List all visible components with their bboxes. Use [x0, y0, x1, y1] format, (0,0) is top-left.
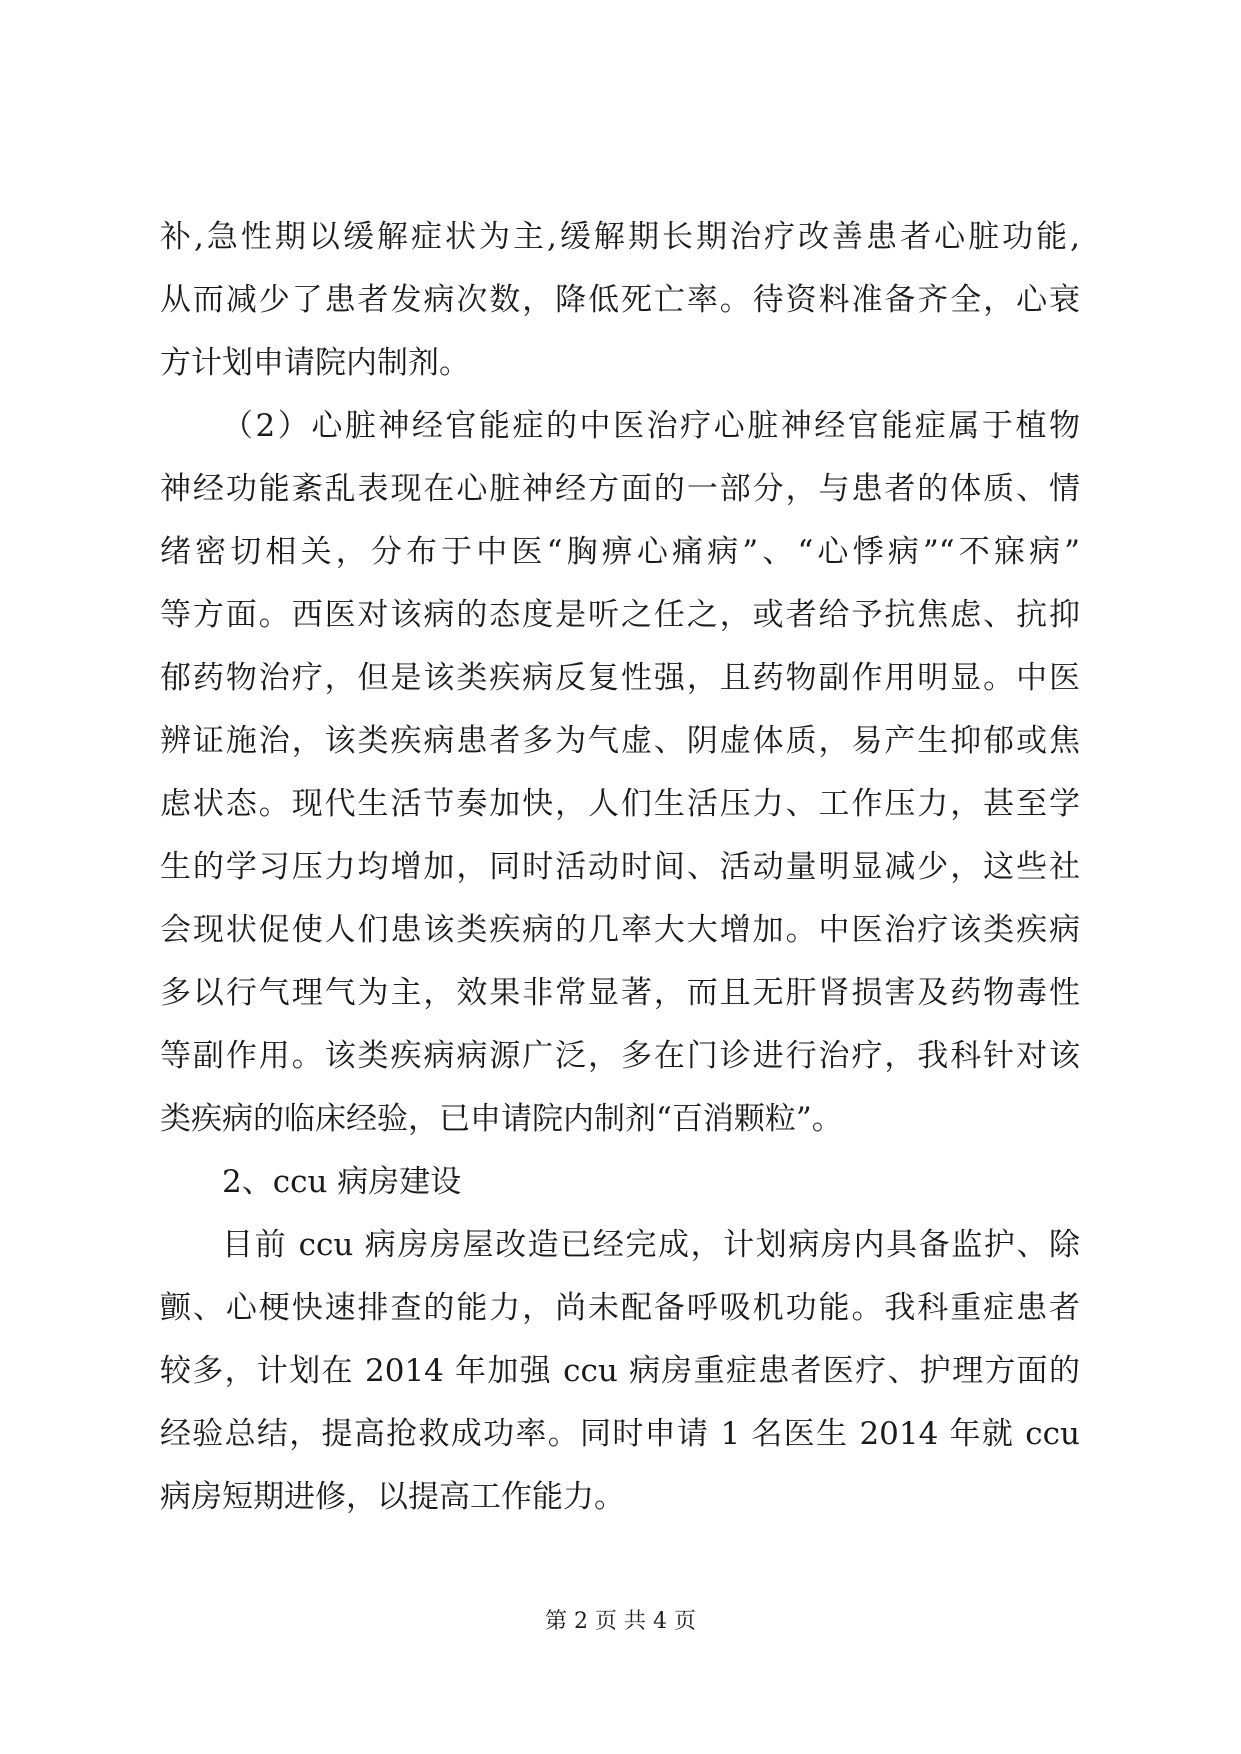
- text-line: 绪密切相关，分布于中医“胸痹心痛病”、“心悸病”“不寐病”: [160, 534, 1080, 570]
- text-line: 补,急性期以缓解症状为主,缓解期长期治疗改善患者心脏功能,: [160, 219, 1080, 255]
- text-line: 经验总结，提高抢救成功率。同时申请 1 名医生 2014 年就 ccu: [160, 1416, 1080, 1452]
- text-line: 病房短期进修，以提高工作能力。: [160, 1479, 625, 1515]
- text-line: 郁药物治疗，但是该类疾病反复性强，且药物副作用明显。中医: [160, 660, 1080, 696]
- section-heading: 2、ccu 病房建设: [222, 1164, 462, 1200]
- text-line: 从而减少了患者发病次数，降低死亡率。待资料准备齐全，心衰: [160, 282, 1080, 318]
- text-line: 颤、心梗快速排查的能力，尚未配备呼吸机功能。我科重症患者: [160, 1290, 1080, 1326]
- text-line: 神经功能紊乱表现在心脏神经方面的一部分，与患者的体质、情: [160, 471, 1080, 507]
- page-number-footer: 第 2 页 共 4 页: [545, 1609, 696, 1634]
- text-line: 虑状态。现代生活节奏加快，人们生活压力、工作压力，甚至学: [160, 786, 1080, 822]
- text-line: （2）心脏神经官能症的中医治疗心脏神经官能症属于植物: [222, 408, 1080, 444]
- text-line: 较多，计划在 2014 年加强 ccu 病房重症患者医疗、护理方面的: [160, 1353, 1080, 1389]
- text-line: 方计划申请院内制剂。: [160, 345, 470, 381]
- text-line: 生的学习压力均增加，同时活动时间、活动量明显减少，这些社: [160, 849, 1080, 885]
- text-line: 等方面。西医对该病的态度是听之任之，或者给予抗焦虑、抗抑: [160, 597, 1080, 633]
- text-line: 多以行气理气为主，效果非常显著，而且无肝肾损害及药物毒性: [160, 975, 1080, 1011]
- text-line: 等副作用。该类疾病病源广泛，多在门诊进行治疗，我科针对该: [160, 1038, 1080, 1074]
- text-line: 目前 ccu 病房房屋改造已经完成，计划病房内具备监护、除: [222, 1227, 1080, 1263]
- text-line: 辨证施治，该类疾病患者多为气虚、阴虚体质，易产生抑郁或焦: [160, 723, 1080, 759]
- text-line: 类疾病的临床经验，已申请院内制剂“百消颗粒”。: [160, 1101, 843, 1137]
- text-line: 会现状促使人们患该类疾病的几率大大增加。中医治疗该类疾病: [160, 912, 1080, 948]
- document-body: [160, 206, 1080, 1529]
